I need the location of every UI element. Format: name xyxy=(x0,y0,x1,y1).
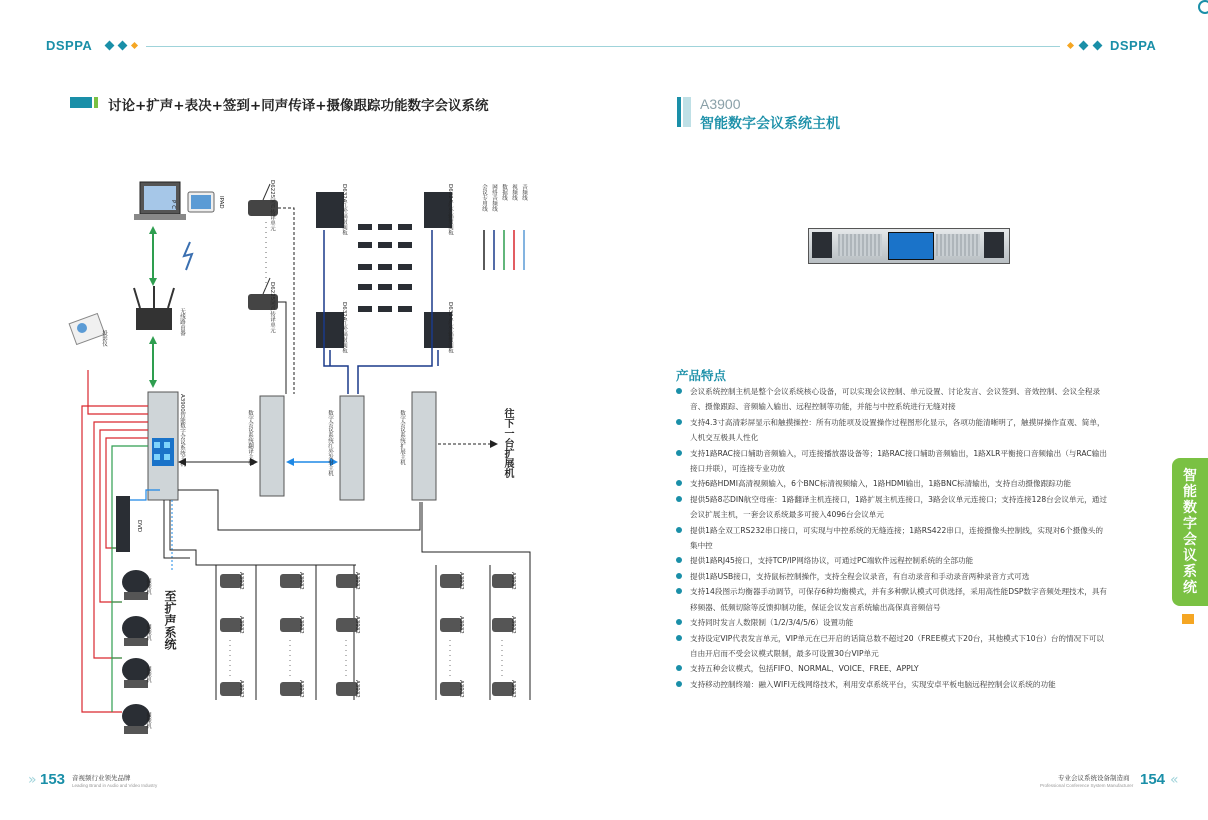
interpreter-unit-label: D6225同声传译单元 xyxy=(269,282,275,334)
list-item: 支持14段图示均衡器手动调节，可保存6种均衡模式，并有多种默认模式可供选择，采用高性能DSP数字音频处理技术，具有移频器、低频切除等反馈抑制功能，保证会议发言系统输出高保真音频信号 xyxy=(676,584,1108,615)
ir-radiator-label: D6324红外辐射面板 xyxy=(341,302,347,354)
bullet-icon xyxy=(676,665,682,671)
camera-label: 摄像机 xyxy=(145,578,151,595)
list-item: 会议系统控制主机是整个会议系统核心设备，可以实现会议控制、单元设置、讨论发言、会议签到、音效控制、会议全程录音、摄像跟踪、音频输入输出、远程控制等功能，并能与中控系统进行无缝对接 xyxy=(676,384,1108,415)
diamond-icon xyxy=(105,41,115,51)
footer-tagline-right-en: Professional Conference System Manufacturer xyxy=(1040,783,1134,788)
diamond-icon xyxy=(118,41,128,51)
bullet-icon xyxy=(676,573,682,579)
extender-device xyxy=(412,392,436,500)
projector-label: 投影仪 xyxy=(101,330,107,347)
dvd-label: DVD xyxy=(136,520,142,533)
host-label: A3900智能数字会议系统主机 xyxy=(179,394,185,467)
footer-tagline-left-en: Leading Brand in Audio and Video Industry xyxy=(72,783,158,788)
list-item: 提供1路全双工RS232串口接口，可实现与中控系统的无缝连接；1路RS422串口，连接摄像头控制线，实现对6个摄像头的集中控 xyxy=(676,523,1108,554)
conference-unit-label: A3932 xyxy=(458,680,464,698)
header-rule-left xyxy=(146,46,1060,47)
conference-unit-label: A3932 xyxy=(510,616,516,634)
diamond-icon xyxy=(131,42,138,49)
product-title-bar-icon xyxy=(677,97,681,127)
ir-radiator-label: D6324红外辐射面板 xyxy=(447,184,453,236)
footer-chevron-icon: » xyxy=(28,772,37,788)
conference-unit-label: A3932 xyxy=(238,616,244,634)
next-extender-label: 往下一台扩展机 xyxy=(502,408,513,478)
ir-transmitter-device xyxy=(340,396,364,500)
conference-unit-label: A3932 xyxy=(354,680,360,698)
interpreter-unit-label: D6225同声传译单元 xyxy=(269,180,275,232)
translator-label: 数字会议系统翻译主机 xyxy=(247,410,253,465)
list-item: 支持五种会议模式，包括FIFO、NORMAL、VOICE、FREE、APPLY xyxy=(676,661,1108,676)
bullet-icon xyxy=(676,527,682,533)
product-title-bar-accent-icon xyxy=(683,97,691,127)
list-item: 支持设定VIP代表发言单元，VIP单元在已开启的话筒总数不超过20（FREE模式下20台，其他模式下10台）台的情况下可以自由开启而不受会议模式限制，最多可设置30台VIP单元 xyxy=(676,631,1108,662)
diamond-icon xyxy=(1067,42,1074,49)
list-item: 提供5路8芯DIN航空母座：1路翻译主机连接口，1路扩展主机连接口，3路会议单元连接口；支持连接128台会议单元，通过会议扩展主机，一套会议系统最多可接入4096台会议单元 xyxy=(676,492,1108,523)
host-device xyxy=(148,392,178,500)
camera-label: 摄像机 xyxy=(145,666,151,683)
dvd-device xyxy=(116,496,130,552)
legend-item: 数据线 xyxy=(501,184,507,201)
tablet-icon xyxy=(188,192,214,212)
pc-label: P C xyxy=(170,200,176,209)
laptop-icon xyxy=(134,182,186,220)
side-tab: 智 能 数 字 会 议 系 统 xyxy=(1172,458,1208,606)
list-item: 支持6路HDMI高清视频输入，6个BNC标清视频输入，1路HDMI输出，1路BNC标清输出，支持自动摄像跟踪功能 xyxy=(676,476,1108,491)
brand-logo-left: DSPPA xyxy=(46,38,93,53)
ir-transmitter-label: 数字会议系统红外发射主机 xyxy=(327,410,333,476)
router-icon xyxy=(134,286,174,330)
bullet-icon xyxy=(676,557,682,563)
legend-item: 视频线 xyxy=(511,184,517,201)
ir-radiator-label: D6324红外辐射面板 xyxy=(341,184,347,236)
diamond-icon xyxy=(1093,41,1103,51)
features-list xyxy=(676,384,1108,692)
legend-item: 会议专用线 xyxy=(481,184,487,212)
list-item: 支持移动控制终端：融入WIFI无线网络技术，利用安卓系统平台，实现安卓平板电脑远程控制会议系统的功能 xyxy=(676,677,1108,692)
footer-tagline-left: 音视频行业领先品牌 xyxy=(72,774,131,782)
bullet-icon xyxy=(676,681,682,687)
bullet-icon xyxy=(676,419,682,425)
router-label: 无线路由器 xyxy=(179,308,185,336)
conference-unit-label: A3932 xyxy=(298,616,304,634)
camera-label: 摄像机 xyxy=(145,712,151,729)
title-bar-accent-icon xyxy=(94,97,98,108)
conference-unit-label: A3932 xyxy=(458,616,464,634)
corner-dot-icon xyxy=(1198,0,1208,14)
page-number-left: 153 xyxy=(40,771,66,788)
list-item: 提供1路USB接口，支持鼠标控制操作，支持全程会议录音，有自动录音和手动录音两种录音方式可选 xyxy=(676,569,1108,584)
bullet-icon xyxy=(676,588,682,594)
bullet-icon xyxy=(676,480,682,486)
conference-unit-label: A3932 xyxy=(238,680,244,698)
list-item: 提供1路RJ45接口，支持TCP/IP网络协议，可通过PC端软件远程控制系统的全部功能 xyxy=(676,553,1108,568)
footer-tagline-right: 专业会议系统设备制造商 xyxy=(1058,774,1130,782)
bullet-icon xyxy=(676,635,682,641)
title-bar-icon xyxy=(70,97,92,108)
product-name: 智能数字会议系统主机 xyxy=(700,116,840,132)
bullet-icon xyxy=(676,388,682,394)
list-item: 支持1路RAC接口辅助音频输入，可连接播放器设备等；1路RAC接口辅助音频输出，1路XLR平衡接口音频输出（与RAC输出接口并联），可连接专业功放 xyxy=(676,446,1108,477)
conference-unit-label: A3932 xyxy=(354,616,360,634)
product-image xyxy=(808,218,1008,266)
conference-unit-label: A3932 xyxy=(354,572,360,590)
ir-radiator-label: D6324红外辐射面板 xyxy=(447,302,453,354)
list-item: 支持4.3寸高清彩屏显示和触摸操控：所有功能项及设置操作过程图形化显示，各项功能清晰明了，触摸屏操作直观、简单，人机交互极具人性化 xyxy=(676,415,1108,446)
diamond-icon xyxy=(1079,41,1089,51)
legend-item: 网络音频线 xyxy=(491,184,497,212)
conference-unit-label: A3932 xyxy=(510,680,516,698)
brand-logo-right: DSPPA xyxy=(1110,38,1157,53)
conference-unit-label: A3932 xyxy=(510,572,516,590)
features-heading: 产品特点 xyxy=(676,368,727,383)
system-diagram xyxy=(60,170,560,760)
page-number-right: 154 xyxy=(1140,771,1166,788)
bullet-icon xyxy=(676,450,682,456)
conference-unit-label: A3932 xyxy=(298,680,304,698)
legend-item: 音频线 xyxy=(521,184,527,201)
conference-unit-label: A3932 xyxy=(458,572,464,590)
section-title: 讨论+扩声+表决+签到+同声传译+摄像跟踪功能数字会议系统 xyxy=(108,98,489,114)
bullet-icon xyxy=(676,496,682,502)
side-tab-accent-icon xyxy=(1182,614,1194,624)
camera-label: 摄像机 xyxy=(145,624,151,641)
footer-chevron-icon: « xyxy=(1170,772,1179,788)
translator-device xyxy=(260,396,284,496)
wireless-signal-icon xyxy=(184,242,192,270)
list-item: 支持同时发言人数限制（1/2/3/4/5/6）设置功能 xyxy=(676,615,1108,630)
legend xyxy=(480,184,528,212)
bullet-icon xyxy=(676,619,682,625)
amp-system-label: 至扩声系统 xyxy=(163,590,177,650)
ipad-label: IPAD xyxy=(218,196,224,209)
conference-unit-label: A3932 xyxy=(238,572,244,590)
product-model: A3900 xyxy=(700,96,741,112)
extender-label: 数字会议系统扩展主机 xyxy=(399,410,405,465)
conference-unit-label: A3932 xyxy=(298,572,304,590)
